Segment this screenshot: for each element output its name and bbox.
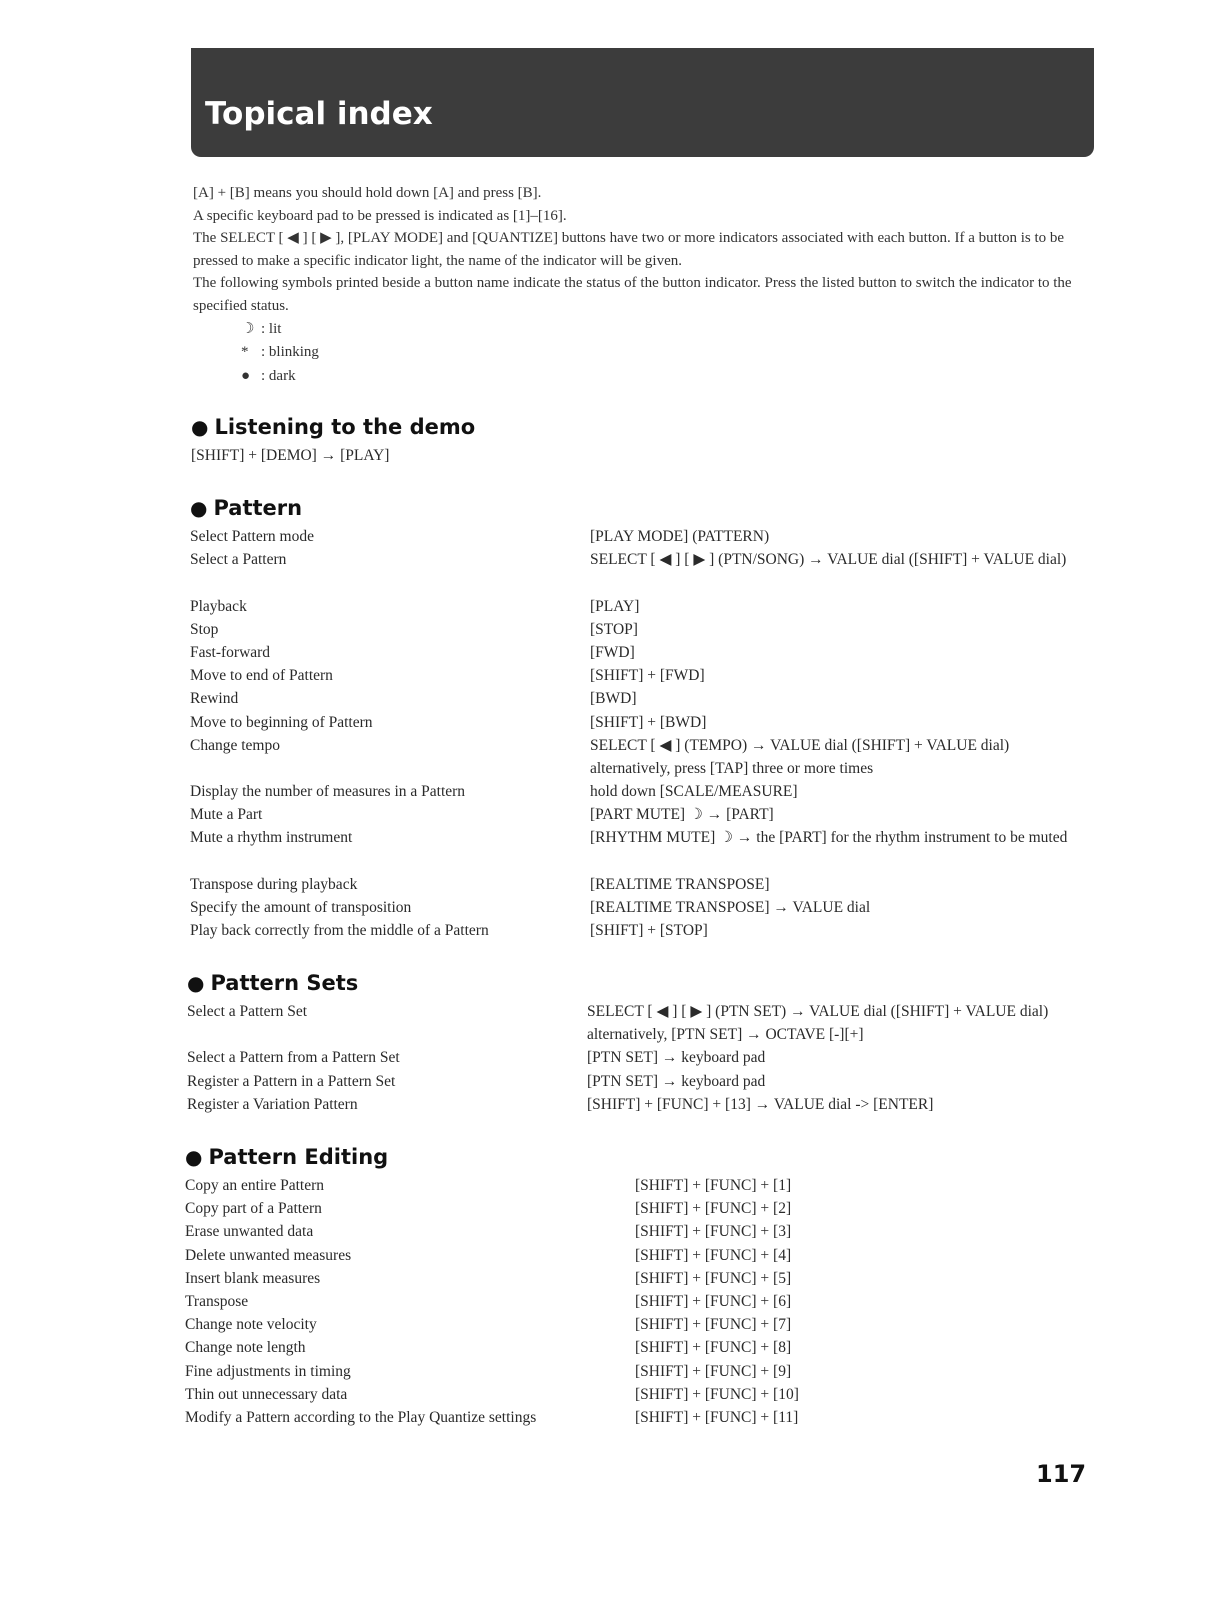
index-row: [190, 687, 1092, 710]
row-value: [REALTIME TRANSPOSE] → VALUE dial: [590, 899, 871, 917]
row-label: Transpose during playback: [190, 875, 358, 893]
section-pattern: [190, 493, 1092, 942]
row-value: [SHIFT] + [STOP]: [590, 922, 708, 940]
legend-item-lit: [241, 318, 1093, 342]
row-value: [SHIFT] + [FUNC] + [8]: [635, 1339, 792, 1357]
row-label: Change tempo: [190, 736, 280, 754]
row-label: Fast-forward: [190, 643, 271, 661]
legend-item-blinking: [241, 341, 1093, 365]
index-row: [190, 734, 1092, 780]
index-row: [185, 1174, 1087, 1197]
row-value: [SHIFT] + [FUNC] + [5]: [635, 1269, 792, 1287]
bullet-icon: ●: [191, 415, 209, 439]
heading-text: Pattern Sets: [210, 971, 359, 995]
lit-symbol: ☽: [241, 320, 255, 337]
index-row: [185, 1290, 1087, 1313]
row-value: [587, 1000, 1089, 1046]
row-label: Change note length: [185, 1339, 306, 1357]
row-value: [SHIFT] + [FUNC] + [7]: [635, 1316, 792, 1334]
legend-text: : dark: [261, 367, 296, 384]
row-label: Change note velocity: [185, 1316, 317, 1334]
row-label: Erase unwanted data: [185, 1223, 314, 1241]
row-value: [SHIFT] + [FUNC] + [1]: [635, 1177, 792, 1194]
bullet-icon: ●: [185, 1145, 203, 1169]
index-row: [190, 641, 1092, 664]
index-row: [190, 780, 1092, 803]
value-line: alternatively, press [TAP] three or more times: [590, 759, 874, 777]
index-row: [185, 1383, 1087, 1406]
legend-text: : lit: [261, 320, 282, 337]
index-row: [190, 873, 1092, 896]
intro-line: The SELECT [ ◀ ] [ ▶ ], [PLAY MODE] and [QUANTIZE] buttons have two or more indicators associated with each button. If a button is to be pressed to make a specific indicator light, the name of the indicator will be given.: [193, 230, 1065, 269]
section-demo: [191, 412, 1093, 467]
row-label: Fine adjustments in timing: [185, 1362, 351, 1380]
row-value: [SHIFT] + [FWD]: [590, 667, 705, 685]
bullet-icon: ●: [187, 971, 205, 995]
index-row: [185, 1336, 1087, 1359]
intro-text: [193, 182, 1093, 388]
heading-text: Pattern Editing: [208, 1145, 389, 1169]
row-label: Insert blank measures: [185, 1269, 321, 1287]
row-label: Select a Pattern: [190, 551, 287, 569]
row-value: [PART MUTE] ☽ → [PART]: [590, 806, 774, 824]
intro-line: A specific keyboard pad to be pressed is indicated as [1]–[16].: [193, 207, 567, 224]
index-row: [190, 711, 1092, 734]
row-label: Copy an entire Pattern: [185, 1177, 325, 1194]
section-pattern-editing: [185, 1142, 1087, 1429]
index-row: [190, 919, 1092, 942]
row-value: [PLAY]: [590, 597, 640, 615]
row-label: Move to beginning of Pattern: [190, 713, 373, 731]
row-label: Specify the amount of transposition: [190, 899, 412, 917]
index-row: [187, 1070, 1089, 1093]
row-value: [590, 734, 1092, 780]
section-heading: [190, 493, 1092, 523]
index-row: [190, 826, 1092, 872]
legend-item-dark: [241, 365, 1093, 389]
index-row: [190, 595, 1092, 618]
value-line: alternatively, [PTN SET] → OCTAVE [-][+]: [587, 1026, 864, 1044]
demo-command: [SHIFT] + [DEMO] → [PLAY]: [191, 447, 390, 464]
index-row: [190, 896, 1092, 919]
row-value: [SHIFT] + [FUNC] + [9]: [635, 1362, 792, 1380]
row-label: Select Pattern mode: [190, 528, 314, 545]
row-label: Play back correctly from the middle of a Pattern: [190, 922, 489, 940]
row-label: Move to end of Pattern: [190, 667, 333, 685]
index-row: [185, 1406, 1087, 1429]
row-label: Rewind: [190, 690, 239, 708]
row-value: [SHIFT] + [BWD]: [590, 713, 707, 731]
row-value: [SHIFT] + [FUNC] + [11]: [635, 1408, 799, 1426]
row-label: Delete unwanted measures: [185, 1246, 352, 1264]
row-label: Select a Pattern from a Pattern Set: [187, 1049, 400, 1067]
row-label: Mute a rhythm instrument: [190, 829, 353, 847]
value-line: SELECT [ ◀ ] [ ▶ ] (PTN SET) → VALUE dial ([SHIFT] + VALUE dial): [587, 1003, 1049, 1020]
dark-symbol: ●: [241, 367, 251, 384]
index-row: [185, 1197, 1087, 1220]
row-value: [RHYTHM MUTE] ☽ → the [PART] for the rhythm instrument to be muted: [590, 829, 1068, 847]
row-label: Playback: [190, 597, 247, 615]
index-row: [185, 1313, 1087, 1336]
row-value: [SHIFT] + [FUNC] + [3]: [635, 1223, 792, 1241]
blinking-symbol: *: [241, 344, 249, 361]
index-row: [190, 618, 1092, 641]
intro-line: The following symbols printed beside a button name indicate the status of the button indicator. Press the listed button to switch the indicator to the specified status.: [193, 275, 1072, 314]
section-heading: [187, 968, 1089, 998]
intro-line: [A] + [B] means you should hold down [A] and press [B].: [193, 185, 542, 201]
section-heading: [185, 1142, 1087, 1172]
row-value: [SHIFT] + [FUNC] + [10]: [635, 1385, 799, 1403]
row-value: [FWD]: [590, 643, 635, 661]
row-value: [SHIFT] + [FUNC] + [13] → VALUE dial -> [ENTER]: [587, 1095, 934, 1113]
index-row: [190, 525, 1092, 548]
row-value: SELECT [ ◀ ] [ ▶ ] (PTN/SONG) → VALUE dial ([SHIFT] + VALUE dial): [590, 551, 1067, 569]
title-banner: [191, 48, 1094, 157]
row-label: Stop: [190, 620, 219, 638]
row-label: Copy part of a Pattern: [185, 1200, 322, 1218]
index-row: [185, 1244, 1087, 1267]
row-label: Thin out unnecessary data: [185, 1385, 348, 1403]
row-label: Transpose: [185, 1292, 249, 1310]
heading-text: Pattern: [213, 496, 303, 520]
value-line: SELECT [ ◀ ] (TEMPO) → VALUE dial ([SHIFT] + VALUE dial): [590, 736, 1010, 754]
row-value: [PLAY MODE] (PATTERN): [590, 528, 770, 545]
row-value: [PTN SET] → keyboard pad: [587, 1049, 766, 1067]
page-number: 117: [1036, 1460, 1087, 1488]
index-row: [185, 1220, 1087, 1243]
row-value: [STOP]: [590, 620, 638, 638]
index-row: [187, 1093, 1089, 1116]
row-value: [SHIFT] + [FUNC] + [4]: [635, 1246, 792, 1264]
row-label: Modify a Pattern according to the Play Quantize settings: [185, 1408, 537, 1426]
row-value: [SHIFT] + [FUNC] + [6]: [635, 1292, 792, 1310]
row-label: Display the number of measures in a Pattern: [190, 783, 466, 801]
row-label: Register a Variation Pattern: [187, 1095, 358, 1113]
row-value: hold down [SCALE/MEASURE]: [590, 783, 798, 801]
row-label: Mute a Part: [190, 806, 263, 824]
row-value: [BWD]: [590, 690, 637, 708]
index-row: [190, 664, 1092, 687]
page-title: Topical index: [205, 96, 433, 132]
bullet-icon: ●: [190, 496, 208, 520]
heading-text: Listening to the demo: [214, 415, 476, 439]
row-value: [SHIFT] + [FUNC] + [2]: [635, 1200, 792, 1218]
index-row: [190, 548, 1092, 594]
row-value: [REALTIME TRANSPOSE]: [590, 875, 770, 893]
symbol-legend: [241, 318, 1093, 389]
legend-text: : blinking: [261, 344, 319, 361]
section-pattern-sets: [187, 968, 1089, 1116]
index-row: [187, 1000, 1089, 1046]
section-heading: [191, 412, 1093, 442]
row-label: Register a Pattern in a Pattern Set: [187, 1072, 396, 1090]
index-row: [185, 1360, 1087, 1383]
index-row: [185, 1267, 1087, 1290]
index-row: [187, 1046, 1089, 1069]
row-value: [PTN SET] → keyboard pad: [587, 1072, 766, 1090]
row-label: Select a Pattern Set: [187, 1003, 308, 1020]
index-row: [190, 803, 1092, 826]
